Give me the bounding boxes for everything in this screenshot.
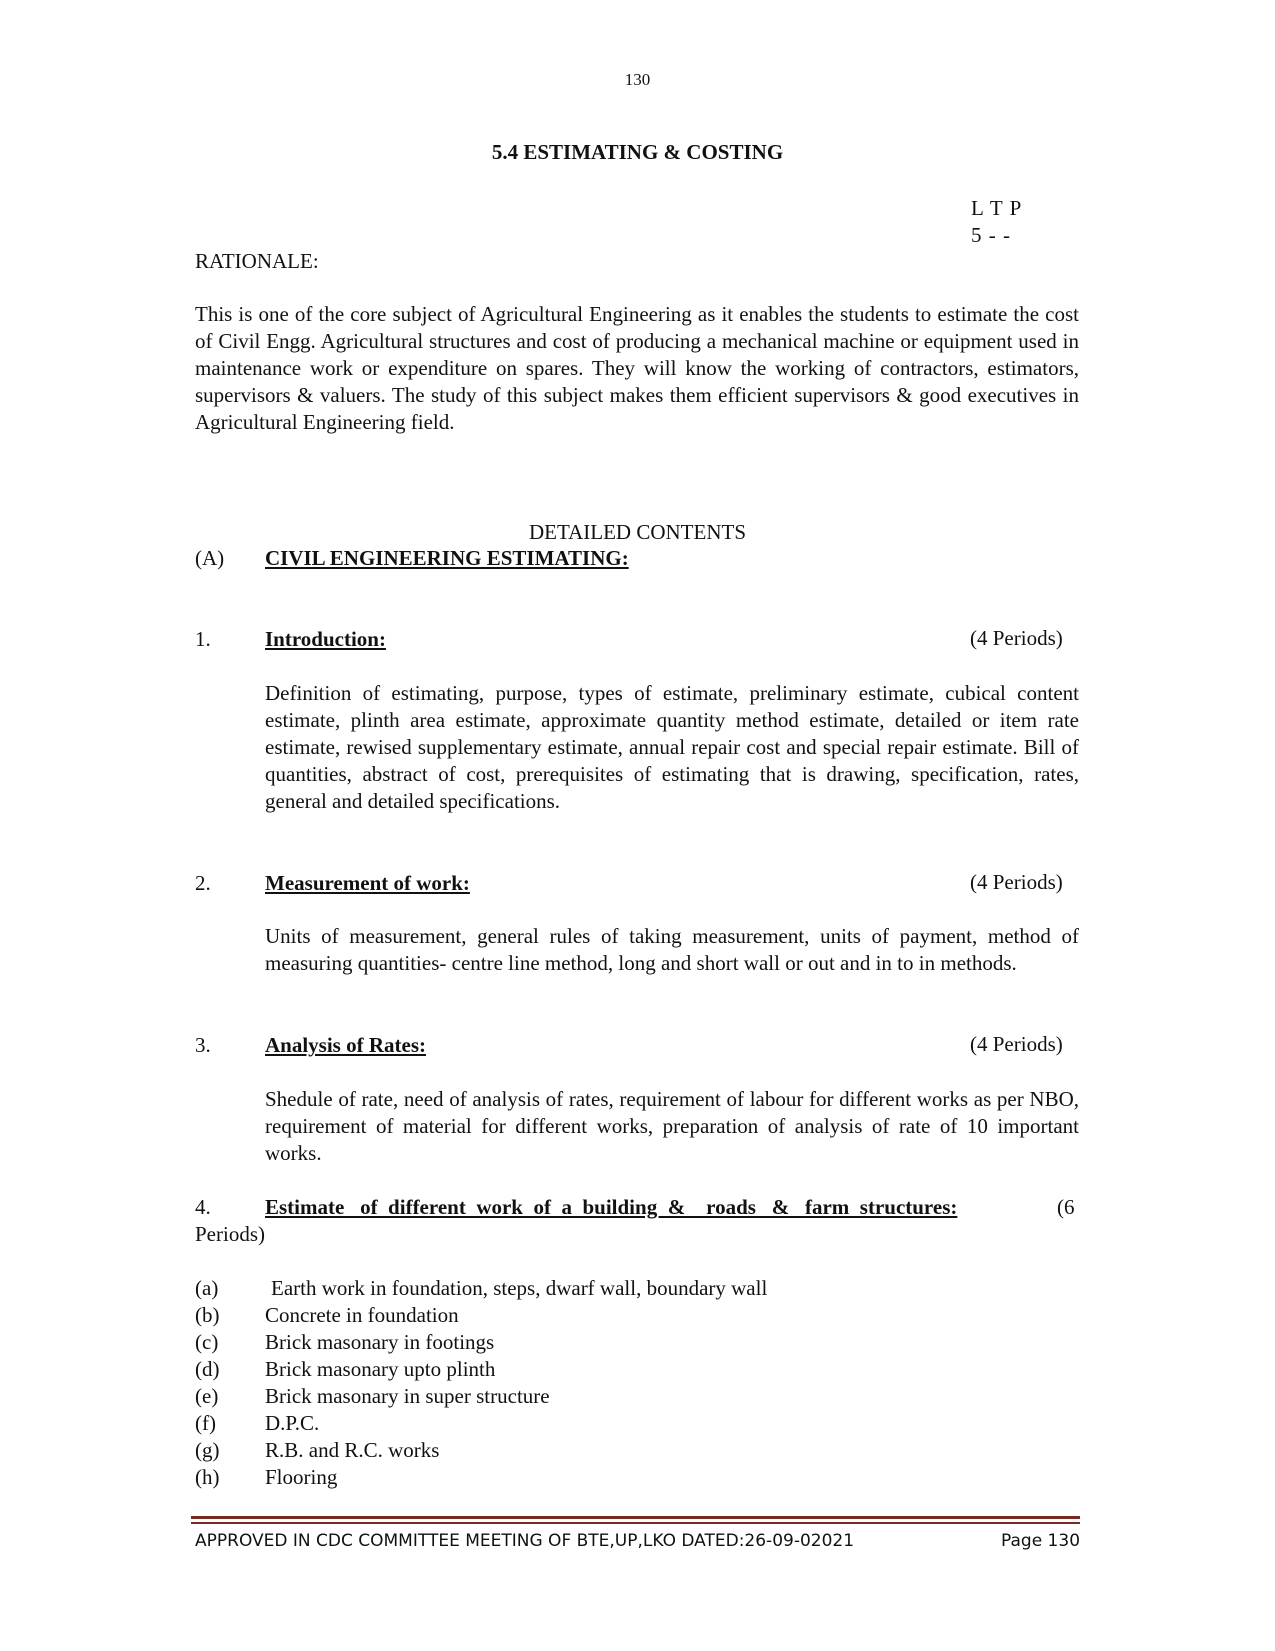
section-3-periods: (4 Periods) — [970, 1032, 1063, 1056]
section-1-title: Introduction: — [265, 627, 386, 651]
list-item-label: (b) — [195, 1303, 220, 1327]
section-a-label: (A) — [195, 546, 225, 570]
list-item-label: (d) — [195, 1357, 220, 1381]
rationale-text: This is one of the core subject of Agricultural Engineering as it enables the students to estimate the cost of Civil Engg. Agricultural structures and cost of producing a mechanical machine or equipment used in maintenance work or expenditure on spares. They will know the working of contractors, estimators, supervisors & valuers. The study of this subject makes them efficient supervisors & good executives in Agricultural Engineering field. — [195, 302, 1079, 434]
list-item-label: (a) — [195, 1276, 219, 1300]
section-4-periods-start: (6 — [1057, 1195, 1075, 1219]
section-4-title: Estimate of different work of a building & roads & farm structures: — [265, 1195, 958, 1219]
section-3-text: Shedule of rate, need of analysis of rates, requirement of labour for different works as per NBO, requirement of material for different works, preparation of analysis of rate of 10 important works. — [265, 1087, 1079, 1165]
section-3-title: Analysis of Rates: — [265, 1033, 426, 1057]
section-3-number: 3. — [195, 1033, 211, 1057]
section-2-title: Measurement of work: — [265, 871, 470, 895]
footer-approval: APPROVED IN CDC COMMITTEE MEETING OF BTE,UP,LKO DATED:26-09-02021 — [195, 1531, 855, 1551]
rationale-label: RATIONALE: — [195, 249, 319, 273]
detailed-contents-heading: DETAILED CONTENTS — [528, 520, 747, 544]
list-item-text: Flooring — [265, 1465, 338, 1489]
list-item-text: Brick masonary upto plinth — [265, 1357, 496, 1381]
section-1-text: Definition of estimating, purpose, types of estimate, preliminary estimate, cubical content estimate, plinth area estimate, approximate quantity method estimate, detailed or item rate estimate, rewised supplementary estimate, annual repair cost and special repair estimate. Bill of quantities, abstract of cost, prerequisites of estimating that is drawing, specification, rates, general and detailed specifications. — [265, 681, 1079, 813]
section-2-number: 2. — [195, 871, 211, 895]
section-2-periods: (4 Periods) — [970, 870, 1063, 894]
ltp-values: 5 - - — [971, 223, 1011, 247]
list-item-text: Earth work in foundation, steps, dwarf wall, boundary wall — [271, 1276, 768, 1300]
section-1-number: 1. — [195, 627, 211, 651]
list-item-text: Concrete in foundation — [265, 1303, 459, 1327]
page-title: 5.4 ESTIMATING & COSTING — [491, 140, 784, 164]
list-item-label: (c) — [195, 1330, 219, 1354]
list-item-text: Brick masonary in super structure — [265, 1384, 550, 1408]
ltp-header: L T P — [971, 196, 1023, 220]
section-2-text: Units of measurement, general rules of taking measurement, units of payment, method of measuring quantities- centre line method, long and short wall or out and in to in methods. — [265, 924, 1079, 975]
section-a-title: CIVIL ENGINEERING ESTIMATING: — [265, 546, 629, 570]
list-item-text: D.P.C. — [265, 1411, 320, 1435]
list-item-label: (h) — [195, 1465, 220, 1489]
footer-rule-thick — [191, 1516, 1080, 1519]
section-4-number: 4. — [195, 1195, 211, 1219]
section-4-periods-end: Periods) — [195, 1222, 265, 1246]
list-item-label: (g) — [195, 1438, 220, 1462]
section-1-periods: (4 Periods) — [970, 626, 1063, 650]
footer-rule-thin — [191, 1522, 1080, 1524]
list-item-text: R.B. and R.C. works — [265, 1438, 440, 1462]
page-number: 130 — [624, 70, 651, 89]
footer-page-number: Page 130 — [1001, 1531, 1081, 1551]
list-item-label: (f) — [195, 1411, 216, 1435]
list-item-text: Brick masonary in footings — [265, 1330, 495, 1354]
list-item-label: (e) — [195, 1384, 219, 1408]
